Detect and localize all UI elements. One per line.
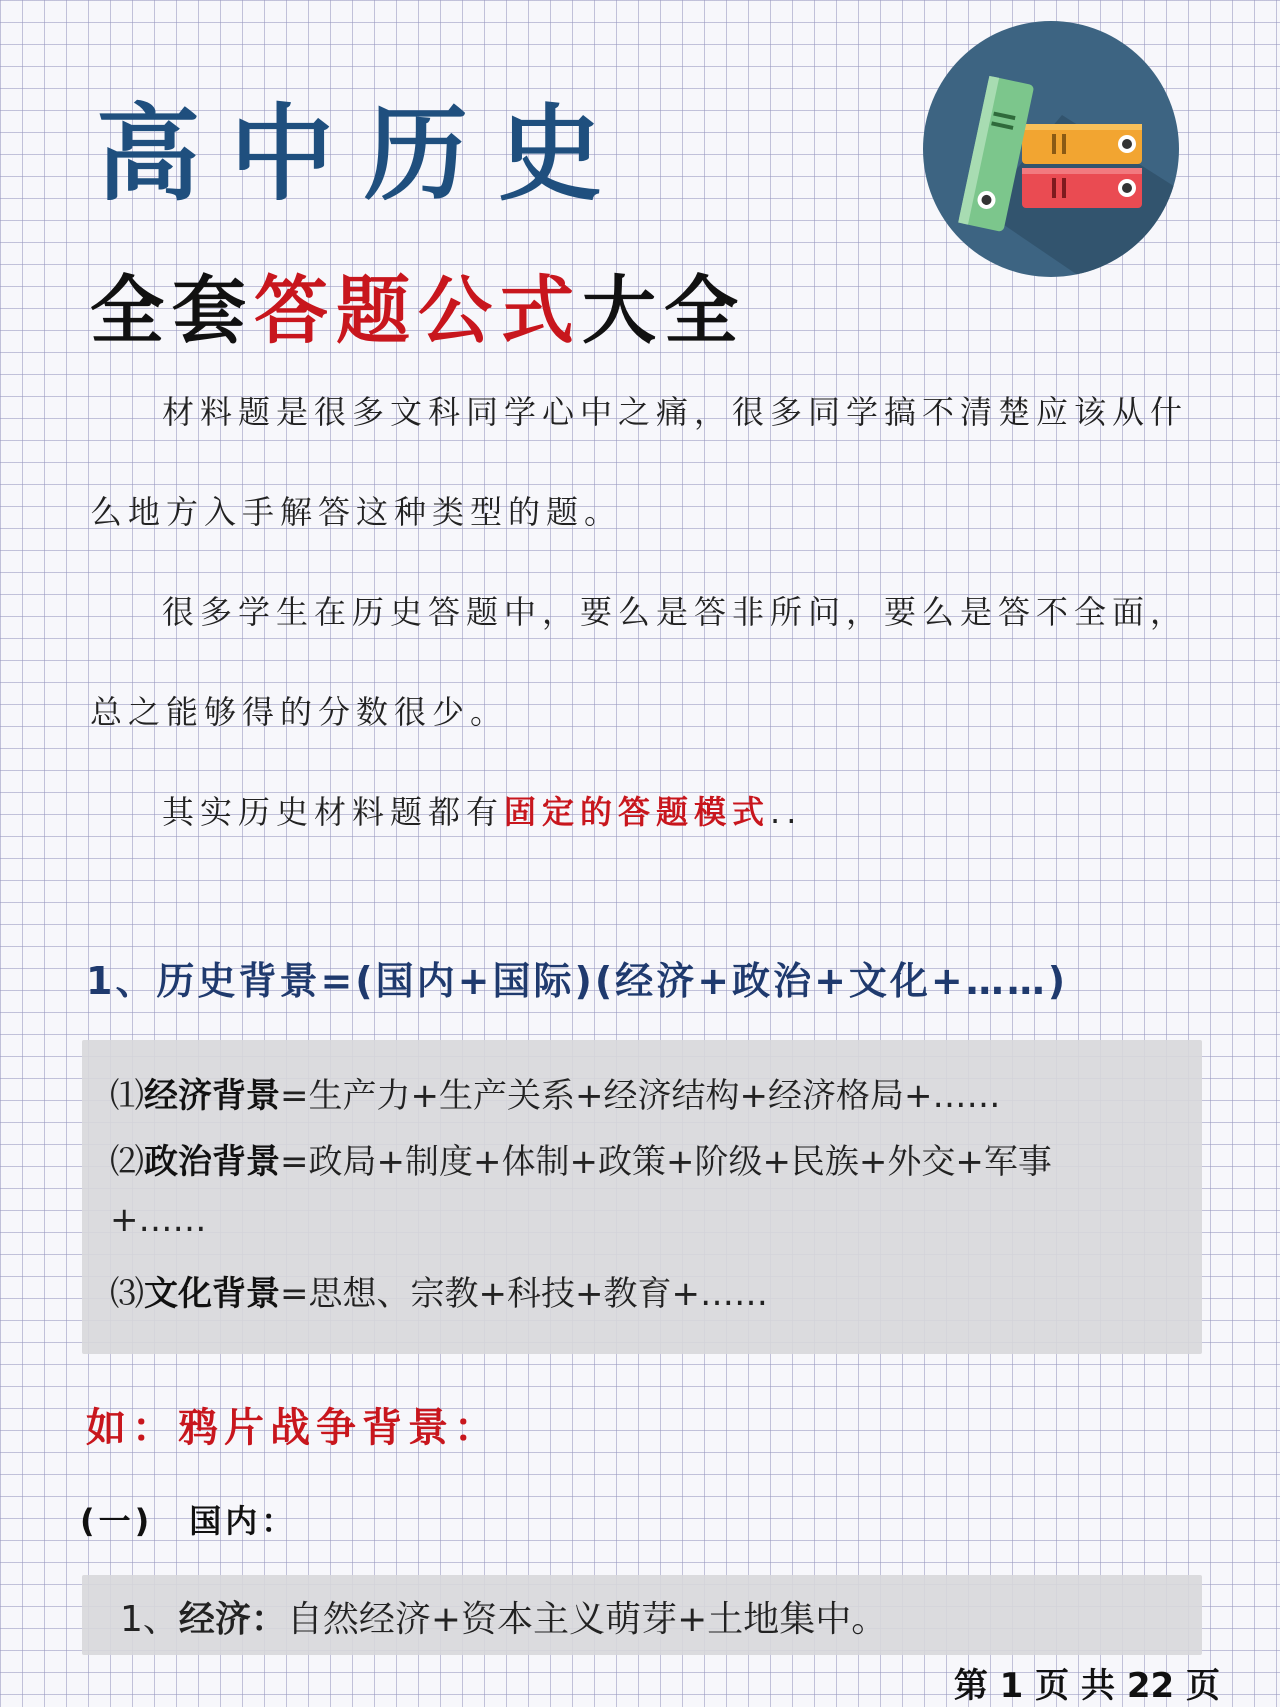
intro-p1-line2: 么地方入手解答这种类型的题。 xyxy=(90,493,623,531)
formula-rest: =生产力+生产关系+经济结构+经济格局+…… xyxy=(280,1076,1001,1116)
formula-rest: +…… xyxy=(110,1200,207,1240)
intro-p2-line1: 很多学生在历史答题中，要么是答非所问，要么是答不全面， xyxy=(162,593,1189,631)
subtitle-highlight: 答题公式 xyxy=(254,268,582,354)
subtitle-suffix: 大全 xyxy=(582,268,746,354)
example-subheading: (一) 国内： xyxy=(80,1502,298,1540)
page-number: 第 1 页 共 22 页 xyxy=(953,1666,1220,1706)
formula-prefix: ⑵ xyxy=(110,1142,144,1182)
background-formula-box xyxy=(82,1040,1202,1354)
intro-p3-post: .. xyxy=(770,793,803,831)
example-heading: 如：鸦片战争背景： xyxy=(86,1405,500,1451)
page-subtitle xyxy=(90,252,746,358)
intro-p3-pre: 其实历史材料题都有 xyxy=(162,793,505,831)
formula-line-politics-cont xyxy=(110,1200,207,1240)
books-icon xyxy=(922,20,1180,278)
formula-line-culture xyxy=(110,1266,768,1315)
example-item-economy xyxy=(120,1591,887,1642)
example-item-prefix: 1、 xyxy=(120,1599,179,1640)
example-item-rest: 自然经济+资本主义萌芽+土地集中。 xyxy=(286,1599,888,1640)
formula-term: 文化背景 xyxy=(144,1274,280,1314)
section-heading-background: 1、历史背景=(国内+国际)(经济+政治+文化+……) xyxy=(86,959,1069,1003)
formula-line-economy xyxy=(110,1068,1000,1117)
intro-paragraphs xyxy=(90,362,1200,862)
intro-p3 xyxy=(90,762,1200,862)
intro-p1-line1: 材料题是很多文科同学心中之痛，很多同学搞不清楚应该从什 xyxy=(162,393,1189,431)
formula-rest: =政局+制度+体制+政策+阶级+民族+外交+军事 xyxy=(280,1142,1052,1182)
formula-term: 经济背景 xyxy=(144,1076,280,1116)
intro-p2-line2: 总之能够得的分数很少。 xyxy=(90,693,509,731)
intro-p3-highlight: 固定的答题模式 xyxy=(504,793,771,831)
formula-prefix: ⑶ xyxy=(110,1274,144,1314)
subtitle-prefix: 全套 xyxy=(90,268,254,354)
page-title: 高中历史 xyxy=(96,92,633,215)
formula-prefix: ⑴ xyxy=(110,1076,144,1116)
formula-line-politics xyxy=(110,1134,1052,1183)
example-item-box xyxy=(82,1575,1202,1655)
formula-rest: =思想、宗教+科技+教育+…… xyxy=(280,1274,768,1314)
formula-term: 政治背景 xyxy=(144,1142,280,1182)
example-item-term: 经济： xyxy=(178,1599,287,1640)
